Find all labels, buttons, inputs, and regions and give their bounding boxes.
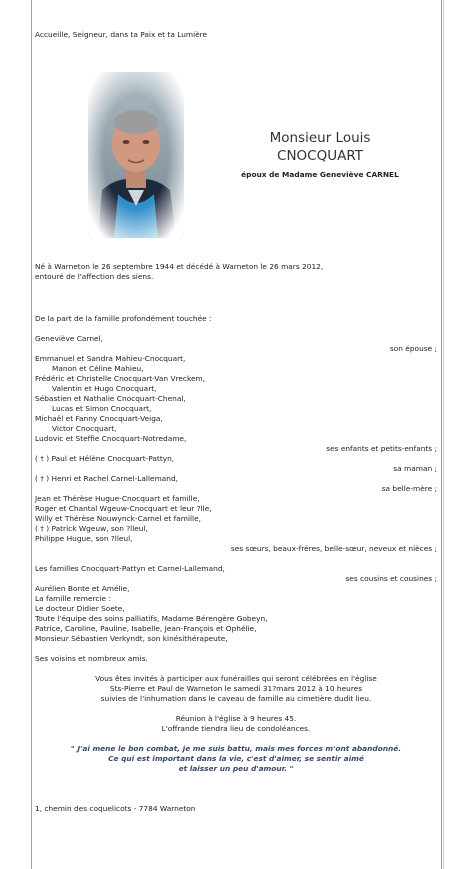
cousins-line: Les familles Cnocquart-Pattyn et Carnel-Lallemand,: [35, 564, 225, 573]
neighbors-line: Ses voisins et nombreux amis.: [35, 654, 148, 663]
family-role: ses enfants et petits-enfants ;: [326, 444, 437, 453]
spouse-line: époux de Madame Geneviève CARNEL: [241, 170, 399, 179]
deceased-name-line1: Monsieur Louis: [269, 130, 371, 146]
thanks-line: Toute l'équipe des soins palliatifs, Madame Bérengère Gobeyn,: [35, 614, 268, 623]
family-line: ( † ) Paul et Hélène Cnocquart-Pattyn,: [35, 454, 175, 463]
family-line: Sébastien et Nathalie Cnocquart-Chenal,: [35, 394, 186, 403]
thanks-line: La famille remercie :: [35, 594, 111, 603]
funeral-line: Vous êtes invités à participer aux funérailles qui seront célébrées en l'église: [95, 674, 377, 683]
family-line: ( † ) Patrick Wgeuw, son ?lleul,: [35, 524, 148, 533]
quote-line: et laisser un peu d'amour. ": [178, 764, 294, 773]
thanks-line: Aurélien Bonte et Amélie,: [35, 584, 130, 593]
portrait-photo: [88, 72, 184, 238]
family-line: Geneviève Carnel,: [35, 334, 103, 343]
family-role: sa belle-mère ;: [381, 484, 437, 493]
family-line: Frédéric et Christelle Cnocquart-Van Vreckem,: [35, 374, 206, 383]
family-line: Lucas et Simon Cnocquart,: [52, 404, 152, 413]
funeral-line: Sts-Pierre et Paul de Warneton le samedi 31?mars 2012 à 10 heures: [109, 684, 363, 693]
family-role: ses sœurs, beaux-frères, belle-sœur, neveux et nièces ;: [230, 544, 437, 553]
right-border: [441, 0, 442, 869]
birth-death-line2: entouré de l'affection des siens.: [35, 272, 154, 281]
deceased-name-line2: CNOCQUART: [277, 148, 363, 164]
address-line: 1, chemin des coquelicots - 7784 Warneton: [35, 804, 196, 813]
family-role: sa maman ;: [393, 464, 437, 473]
family-line: Manon et Céline Mahieu,: [52, 364, 144, 373]
family-line: Ludovic et Steffie Cnocquart-Notredame,: [35, 434, 187, 443]
right-border-shadow: [443, 0, 444, 869]
family-line: Philippe Hugue, son ?lleul,: [35, 534, 133, 543]
meeting-line: Réunion à l'église à 9 heures 45.: [175, 714, 297, 723]
family-role: son épouse ;: [389, 344, 437, 353]
family-line: Jean et Thérèse Hugue-Cnocquart et famille,: [35, 494, 200, 503]
family-line: Willy et Thérèse Nouwynck-Carnel et famille,: [35, 514, 201, 523]
birth-death-line1: Né à Warneton le 26 septembre 1944 et décédé à Warneton le 26 mars 2012,: [35, 262, 324, 271]
family-line: Roger et Chantal Wgeuw-Cnocquart et leur ?lle,: [35, 504, 212, 513]
family-line: Valentin et Hugo Cnocquart,: [52, 384, 157, 393]
cousins-role: ses cousins et cousines ;: [345, 574, 437, 583]
left-border: [31, 0, 32, 869]
family-intro: De la part de la famille profondément touchée :: [35, 314, 212, 323]
thanks-line: Patrice, Caroline, Pauline, Isabelle, Jean-François et Ophélie,: [35, 624, 257, 633]
funeral-line: suivies de l'inhumation dans le caveau de famille au cimetière dudit lieu.: [100, 694, 372, 703]
thanks-line: Le docteur Didier Soete,: [35, 604, 125, 613]
intro-prayer: Accueille, Seigneur, dans ta Paix et ta Lumière: [35, 30, 208, 39]
family-line: Emmanuel et Sandra Mahieu-Cnocquart,: [35, 354, 186, 363]
family-line: ( † ) Henri et Rachel Carnel-Lallemand,: [35, 474, 179, 483]
family-line: Michaël et Fanny Cnocquart-Veiga,: [35, 414, 163, 423]
family-line: Victor Cnocquart,: [52, 424, 117, 433]
meeting-line: L'offrande tiendra lieu de condoléances.: [161, 724, 311, 733]
portrait-icon: [88, 72, 184, 238]
quote-line: Ce qui est important dans la vie, c'est d'aimer, se sentir aimé: [108, 754, 364, 763]
thanks-line: Monsieur Sébastien Verkyndt, son kinésithérapeute,: [35, 634, 228, 643]
quote-line: " J'ai mene le bon combat, je me suis battu, mais mes forces m'ont abandonné.: [70, 744, 402, 753]
